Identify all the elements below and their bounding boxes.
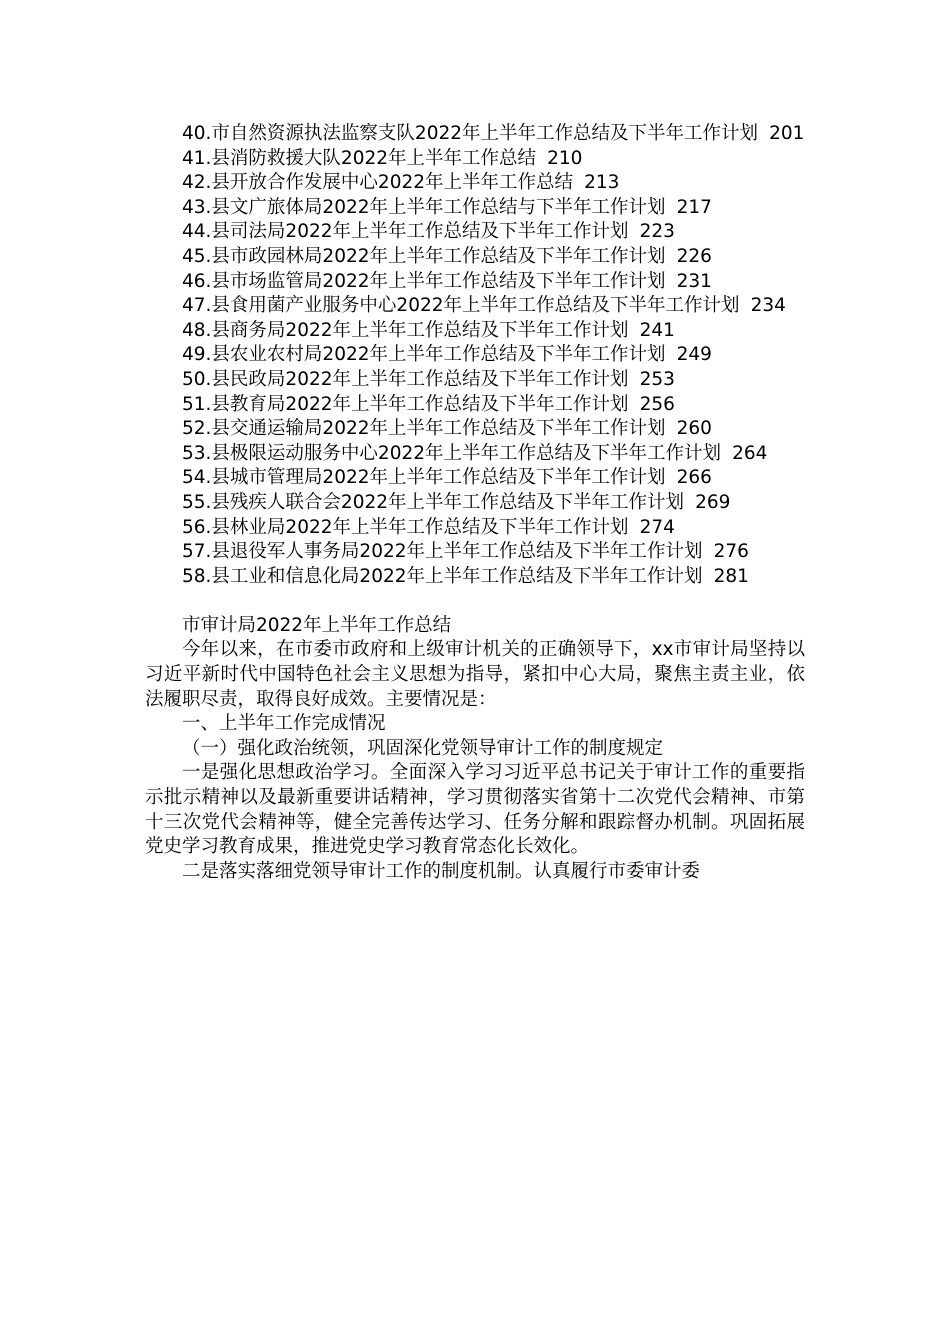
toc-page-number: 226 [676,245,712,267]
toc-page-number: 266 [676,467,712,489]
toc-item[interactable] [145,417,805,442]
toc-page-number: 217 [676,196,712,218]
body-paragraph: 一是强化思想政治学习。全面深入学习习近平总书记关于审计工作的重要指示批示精神以及最新重要讲话精神，学习贯彻落实省第十二次党代会精神、市第十三次党代会精神等，健全完善传达学习、任务分解和跟踪督办机制。巩固拓展党史学习教育成果，推进党史学习教育常态化长效化。 [145,762,805,858]
section-heading: 一、上半年工作完成情况 [182,713,386,735]
toc-item[interactable] [145,343,805,368]
toc-item-title: 48.县商务局2022年上半年工作总结及下半年工作计划 [182,319,629,341]
toc-page-number: 210 [547,147,583,169]
toc-page-number: 249 [676,344,712,366]
toc-item-title: 40.市自然资源执法监察支队2022年上半年工作总结及下半年工作计划 [182,123,759,144]
toc-item-title: 58.县工业和信息化局2022年上半年工作总结及下半年工作计划 [182,565,703,587]
toc-page-number: 269 [695,491,731,513]
toc-item[interactable] [145,540,805,565]
toc-page-number: 213 [584,172,620,194]
toc-item[interactable] [145,368,805,393]
toc-item-title: 43.县文广旅体局2022年上半年工作总结与下半年工作计划 [182,196,666,218]
toc-page-number: 264 [732,442,768,464]
toc-page-number: 276 [713,541,749,563]
toc-item-title: 50.县民政局2022年上半年工作总结及下半年工作计划 [182,368,629,390]
toc-item-title: 51.县教育局2022年上半年工作总结及下半年工作计划 [182,393,629,415]
toc-item-title: 52.县交通运输局2022年上半年工作总结及下半年工作计划 [182,418,666,440]
toc-item[interactable] [145,516,805,541]
toc-item-title: 46.县市场监管局2022年上半年工作总结及下半年工作计划 [182,270,666,292]
toc-item-title: 42.县开放合作发展中心2022年上半年工作总结 [182,172,574,194]
toc-page-number: 260 [676,418,712,440]
toc-item[interactable] [145,393,805,418]
toc-item[interactable] [145,245,805,270]
toc-page-number: 231 [676,270,712,292]
section-spacer [145,589,805,614]
toc-item[interactable] [145,196,805,221]
toc-item-title: 45.县市政园林局2022年上半年工作总结及下半年工作计划 [182,245,666,267]
toc-item[interactable] [145,294,805,319]
subsection-heading: （一）强化政治统领，巩固深化党领导审计工作的制度规定 [182,737,664,759]
toc-item-title: 44.县司法局2022年上半年工作总结及下半年工作计划 [182,221,629,243]
toc-page-number: 201 [769,123,805,144]
toc-page-number: 274 [639,516,675,538]
toc-page-number: 281 [713,565,749,587]
toc-item[interactable] [145,147,805,172]
toc-item[interactable] [145,270,805,295]
toc-page-number: 241 [639,319,675,341]
toc-page-number: 234 [750,295,786,317]
toc-item[interactable] [145,220,805,245]
toc-item[interactable] [145,491,805,516]
toc-item-title: 41.县消防救援大队2022年上半年工作总结 [182,147,537,169]
toc-item-title: 47.县食用菌产业服务中心2022年上半年工作总结及下半年工作计划 [182,295,740,317]
intro-paragraph: 今年以来，在市委市政府和上级审计机关的正确领导下，xx市审计局坚持以习近平新时代中国特色社会主义思想为指导，紧扣中心大局，聚焦主责主业，依法履职尽责，取得良好成效。主要情况是： [145,639,805,710]
document-title: 市审计局2022年上半年工作总结 [182,614,452,636]
toc-item-title: 57.县退役军人事务局2022年上半年工作总结及下半年工作计划 [182,541,703,563]
toc-item[interactable] [145,565,805,590]
toc-item[interactable] [145,171,805,196]
document-page [145,122,805,884]
toc-page-number: 253 [639,368,675,390]
toc-item[interactable] [145,319,805,344]
toc-item-title: 54.县城市管理局2022年上半年工作总结及下半年工作计划 [182,467,666,489]
toc-item-title: 56.县林业局2022年上半年工作总结及下半年工作计划 [182,516,629,538]
body-paragraph: 二是落实落细党领导审计工作的制度机制。认真履行市委审计委 [182,860,701,882]
toc-item-title: 55.县残疾人联合会2022年上半年工作总结及下半年工作计划 [182,491,685,513]
toc-page-number: 256 [639,393,675,415]
toc-item[interactable] [145,466,805,491]
toc-item-title: 53.县极限运动服务中心2022年上半年工作总结及下半年工作计划 [182,442,722,464]
toc-item[interactable] [145,122,805,147]
toc-item-title: 49.县农业农村局2022年上半年工作总结及下半年工作计划 [182,344,666,366]
toc-page-number: 223 [639,221,675,243]
toc-item[interactable] [145,442,805,467]
